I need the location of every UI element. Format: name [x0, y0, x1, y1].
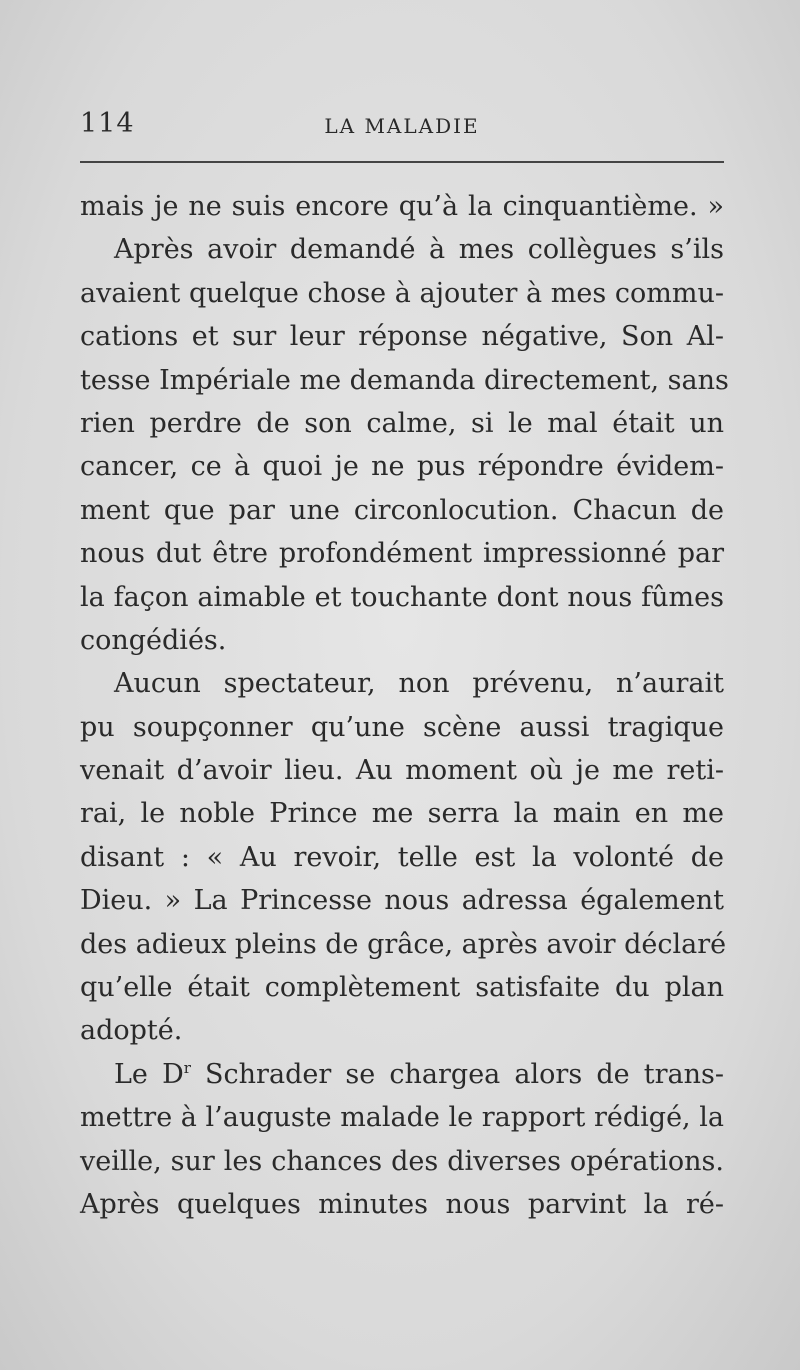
text-line: cations et sur leur réponse négative, Son Al- — [80, 321, 724, 353]
text-line: Aucun spectateur, non prévenu, n’aurait — [114, 668, 724, 700]
text-line: Après avoir demandé à mes collègues s’ils — [114, 234, 724, 266]
text-line: congédiés. — [80, 624, 227, 656]
page-header — [80, 108, 724, 148]
running-title: LA MALADIE — [324, 114, 480, 138]
text-line: rien perdre de son calme, si le mal était un — [80, 407, 724, 439]
text-line: rai, le noble Prince me serra la main en me — [80, 798, 724, 830]
text-line: Après quelques minutes nous parvint la ré- — [80, 1188, 724, 1220]
text-line: disant : « Au revoir, telle est la volonté de — [80, 841, 724, 873]
text-line: la façon aimable et touchante dont nous fûmes — [80, 581, 724, 613]
text-line: avaient quelque chose à ajouter à mes commu- — [80, 277, 724, 309]
text-fragment: Le D — [114, 1058, 184, 1090]
text-line: Dieu. » La Princesse nous adressa également — [80, 885, 724, 917]
text-line: pu soupçonner qu’une scène aussi tragique — [80, 711, 724, 743]
text-line: mettre à l’auguste malade le rapport rédigé, la — [80, 1102, 724, 1134]
text-line: qu’elle était complètement satisfaite du plan — [80, 972, 724, 1004]
body-text — [80, 185, 729, 1226]
text-line: des adieux pleins de grâce, après avoir déclaré — [80, 928, 727, 960]
superscript: r — [183, 1058, 191, 1077]
text-line: ment que par une circonlocution. Chacun de — [80, 494, 724, 526]
header-rule — [80, 161, 724, 163]
text-fragment: Schrader se chargea alors de trans- — [190, 1058, 724, 1090]
text-line: mais je ne suis encore qu’à la cinquantième. » — [80, 191, 724, 222]
text-line: cancer, ce à quoi je ne pus répondre évidem- — [80, 451, 724, 483]
page-number: 114 — [80, 108, 135, 139]
text-line: veille, sur les chances des diverses opérations. — [80, 1145, 724, 1177]
text-line: nous dut être profondément impressionné par — [80, 538, 724, 570]
text-line — [80, 1053, 724, 1096]
text-line: venait d’avoir lieu. Au moment où je me reti- — [80, 755, 724, 787]
text-line: tesse Impériale me demanda directement, sans — [80, 364, 729, 396]
text-line: adopté. — [80, 1015, 183, 1047]
